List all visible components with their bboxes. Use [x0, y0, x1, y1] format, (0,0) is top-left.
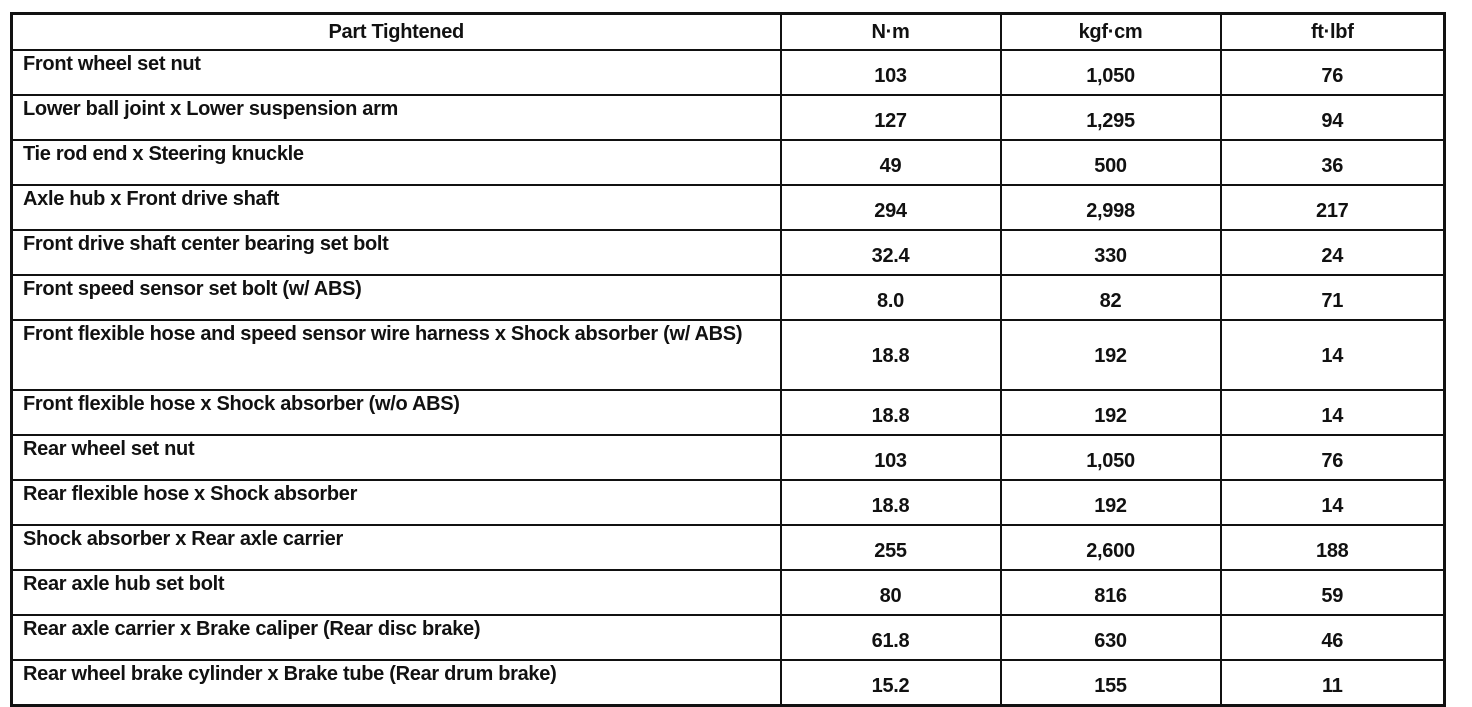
cell-ftlbf: 76	[1221, 50, 1445, 95]
header-nm: N·m	[781, 14, 1001, 51]
cell-nm: 15.2	[781, 660, 1001, 706]
cell-part-tightened: Rear flexible hose x Shock absorber	[12, 480, 781, 525]
cell-part-tightened: Front drive shaft center bearing set bolt	[12, 230, 781, 275]
table-row	[12, 50, 1445, 95]
header-ftlbf: ft·lbf	[1221, 14, 1445, 51]
table-row	[12, 480, 1445, 525]
cell-part-tightened: Rear wheel set nut	[12, 435, 781, 480]
header-kgfcm: kgf·cm	[1001, 14, 1221, 51]
cell-nm: 127	[781, 95, 1001, 140]
cell-ftlbf: 217	[1221, 185, 1445, 230]
cell-kgfcm: 330	[1001, 230, 1221, 275]
cell-nm: 255	[781, 525, 1001, 570]
cell-part-tightened: Rear axle hub set bolt	[12, 570, 781, 615]
cell-ftlbf: 36	[1221, 140, 1445, 185]
cell-nm: 80	[781, 570, 1001, 615]
table-row	[12, 660, 1445, 706]
cell-nm: 103	[781, 50, 1001, 95]
cell-kgfcm: 192	[1001, 480, 1221, 525]
cell-ftlbf: 14	[1221, 390, 1445, 435]
cell-nm: 18.8	[781, 320, 1001, 390]
cell-nm: 32.4	[781, 230, 1001, 275]
cell-kgfcm: 192	[1001, 390, 1221, 435]
table-row	[12, 185, 1445, 230]
cell-ftlbf: 76	[1221, 435, 1445, 480]
cell-nm: 103	[781, 435, 1001, 480]
cell-part-tightened: Front flexible hose and speed sensor wire harness x Shock absorber (w/ ABS)	[12, 320, 781, 390]
table-row	[12, 435, 1445, 480]
cell-ftlbf: 59	[1221, 570, 1445, 615]
cell-ftlbf: 94	[1221, 95, 1445, 140]
cell-nm: 49	[781, 140, 1001, 185]
table-body	[12, 50, 1445, 706]
cell-part-tightened: Axle hub x Front drive shaft	[12, 185, 781, 230]
cell-nm: 61.8	[781, 615, 1001, 660]
cell-kgfcm: 816	[1001, 570, 1221, 615]
table-row	[12, 615, 1445, 660]
table-row	[12, 525, 1445, 570]
table-row	[12, 95, 1445, 140]
cell-kgfcm: 2,600	[1001, 525, 1221, 570]
cell-kgfcm: 1,295	[1001, 95, 1221, 140]
cell-kgfcm: 82	[1001, 275, 1221, 320]
table-row	[12, 320, 1445, 390]
cell-nm: 18.8	[781, 480, 1001, 525]
cell-kgfcm: 630	[1001, 615, 1221, 660]
cell-part-tightened: Front speed sensor set bolt (w/ ABS)	[12, 275, 781, 320]
cell-nm: 18.8	[781, 390, 1001, 435]
cell-ftlbf: 14	[1221, 480, 1445, 525]
cell-part-tightened: Tie rod end x Steering knuckle	[12, 140, 781, 185]
table-row	[12, 390, 1445, 435]
table-header	[12, 14, 1445, 51]
cell-ftlbf: 46	[1221, 615, 1445, 660]
cell-part-tightened: Front flexible hose x Shock absorber (w/o ABS)	[12, 390, 781, 435]
torque-specification-table	[10, 12, 1446, 707]
header-row	[12, 14, 1445, 51]
header-part-tightened: Part Tightened	[12, 14, 781, 51]
cell-ftlbf: 188	[1221, 525, 1445, 570]
cell-part-tightened: Front wheel set nut	[12, 50, 781, 95]
cell-kgfcm: 155	[1001, 660, 1221, 706]
table-row	[12, 570, 1445, 615]
cell-ftlbf: 71	[1221, 275, 1445, 320]
cell-nm: 294	[781, 185, 1001, 230]
cell-part-tightened: Lower ball joint x Lower suspension arm	[12, 95, 781, 140]
cell-ftlbf: 11	[1221, 660, 1445, 706]
cell-kgfcm: 1,050	[1001, 435, 1221, 480]
cell-kgfcm: 192	[1001, 320, 1221, 390]
table-row	[12, 140, 1445, 185]
cell-part-tightened: Shock absorber x Rear axle carrier	[12, 525, 781, 570]
cell-part-tightened: Rear wheel brake cylinder x Brake tube (Rear drum brake)	[12, 660, 781, 706]
table-row	[12, 230, 1445, 275]
cell-part-tightened: Rear axle carrier x Brake caliper (Rear disc brake)	[12, 615, 781, 660]
cell-kgfcm: 2,998	[1001, 185, 1221, 230]
cell-ftlbf: 14	[1221, 320, 1445, 390]
cell-kgfcm: 1,050	[1001, 50, 1221, 95]
cell-ftlbf: 24	[1221, 230, 1445, 275]
cell-nm: 8.0	[781, 275, 1001, 320]
cell-kgfcm: 500	[1001, 140, 1221, 185]
table-row	[12, 275, 1445, 320]
